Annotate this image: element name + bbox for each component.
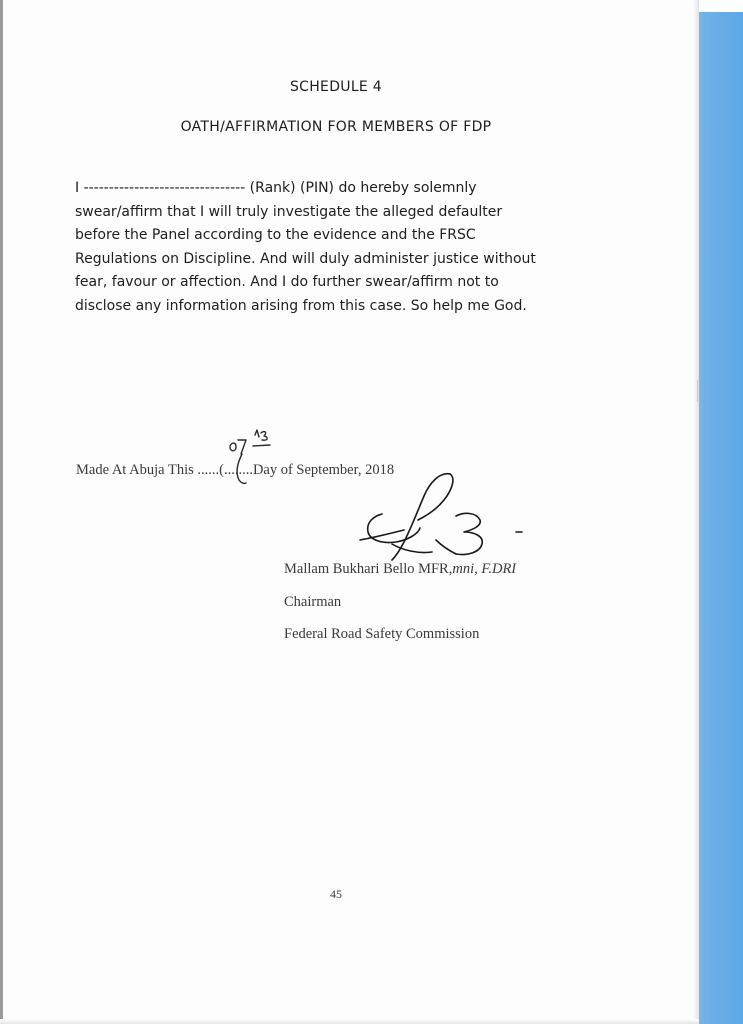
oath-line: I -------------------------------- (Rank) (PIN) do hereby solemnly xyxy=(75,180,477,196)
fold-mark xyxy=(697,380,698,402)
oath-line: before the Panel according to the evidence and the FRSC xyxy=(75,227,476,243)
oath-paragraph xyxy=(75,177,595,318)
scan-backing-top xyxy=(699,0,743,12)
schedule-title: SCHEDULE 4 xyxy=(289,79,383,95)
chairman-signature xyxy=(352,470,532,565)
signer-name-suffix: mni, F.DRI xyxy=(452,561,517,577)
signer-name-text: Mallam Bukhari Bello MFR, xyxy=(284,561,453,577)
scan-bottom-edge xyxy=(0,1019,699,1024)
scan-left-edge xyxy=(0,0,3,1024)
handwritten-day-mark xyxy=(226,428,276,490)
signer-name xyxy=(284,561,516,578)
oath-line: disclose any information arising from this case. So help me God. xyxy=(75,297,527,314)
signer-title: Chairman xyxy=(284,594,342,610)
oath-line: Regulations on Discipline. And will duly administer justice without xyxy=(75,250,536,267)
made-at-line: Made At Abuja This ......(........Day of September, 2018 xyxy=(76,462,395,478)
oath-line: swear/affirm that I will truly investigate the alleged defaulter xyxy=(75,203,503,220)
oath-title: OATH/AFFIRMATION FOR MEMBERS OF FDP xyxy=(180,119,492,135)
oath-line: fear, favour or affection. And I do further swear/affirm not to xyxy=(75,274,499,290)
scan-blue-backing xyxy=(699,0,743,1024)
page-number: 45 xyxy=(330,887,342,901)
signer-organization: Federal Road Safety Commission xyxy=(284,626,480,642)
